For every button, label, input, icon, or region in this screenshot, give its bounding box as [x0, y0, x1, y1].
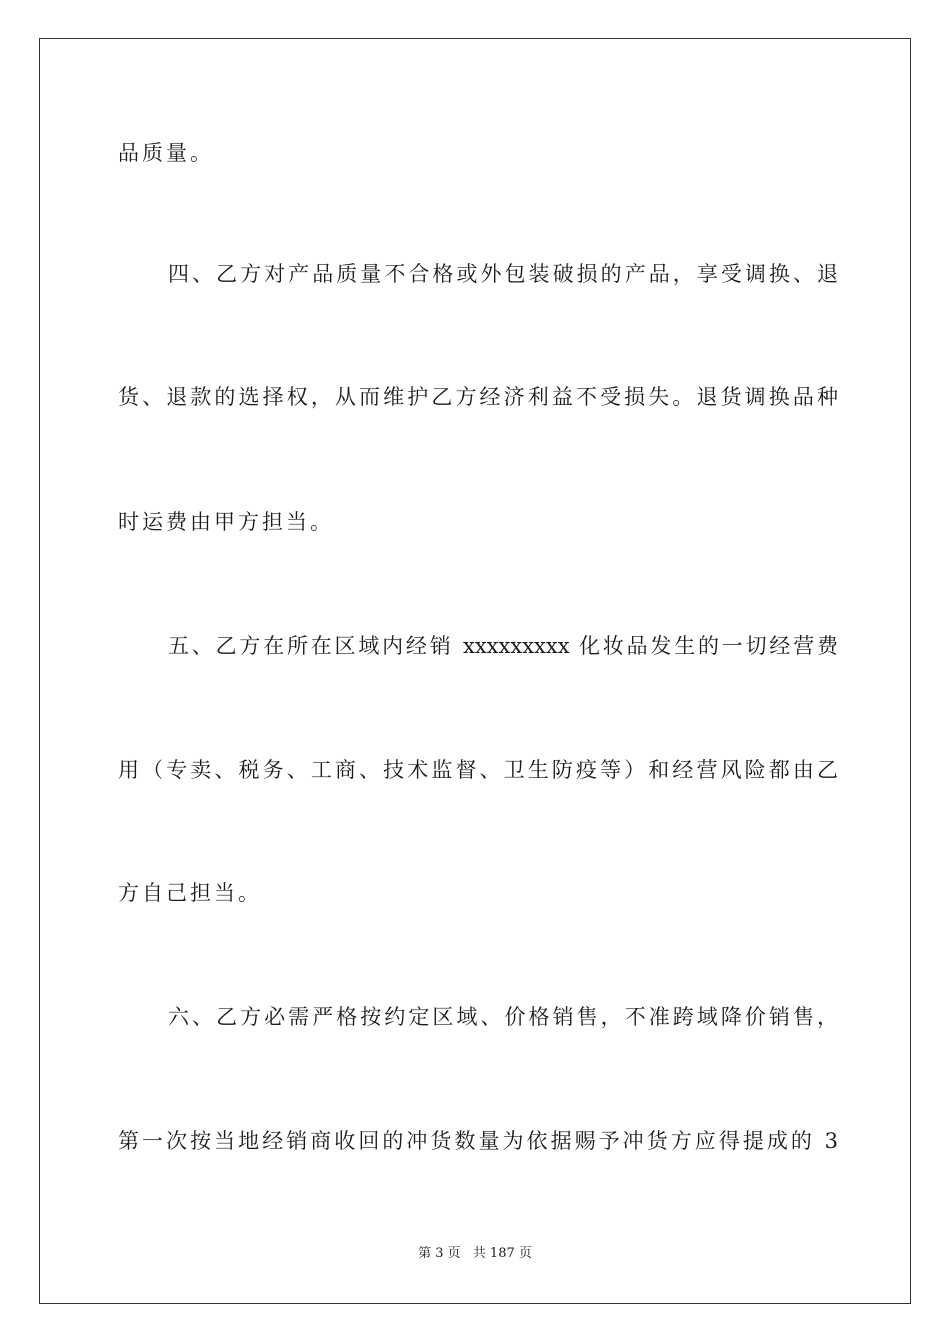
- text-line-5: 五、乙方在所在区域内经销 xxxxxxxxx 化妆品发生的一切经营费: [168, 634, 838, 658]
- page-border: [39, 38, 911, 1304]
- text-line-2: 四、乙方对产品质量不合格或外包装破损的产品，享受调换、退: [168, 262, 838, 286]
- text-line-8: 六、乙方必需严格按约定区域、价格销售，不准跨域降价销售，: [168, 1005, 838, 1029]
- text-line-3: 货、退款的选择权，从而维护乙方经济利益不受损失。退货调换品种: [118, 385, 838, 409]
- text-line-9: 第一次按当地经销商收回的冲货数量为依据赐予冲货方应得提成的 3: [118, 1129, 838, 1153]
- text-line-6: 用（专卖、税务、工商、技术监督、卫生防疫等）和经营风险都由乙: [118, 758, 838, 782]
- text-line-1: 品质量。: [118, 141, 214, 165]
- page-number: 第 3 页: [418, 1246, 461, 1261]
- text-line-7: 方自己担当。: [118, 881, 262, 905]
- text-line-4: 时运费由甲方担当。: [118, 510, 334, 534]
- page-total: 共 187 页: [472, 1246, 532, 1261]
- page-footer: [0, 1242, 950, 1261]
